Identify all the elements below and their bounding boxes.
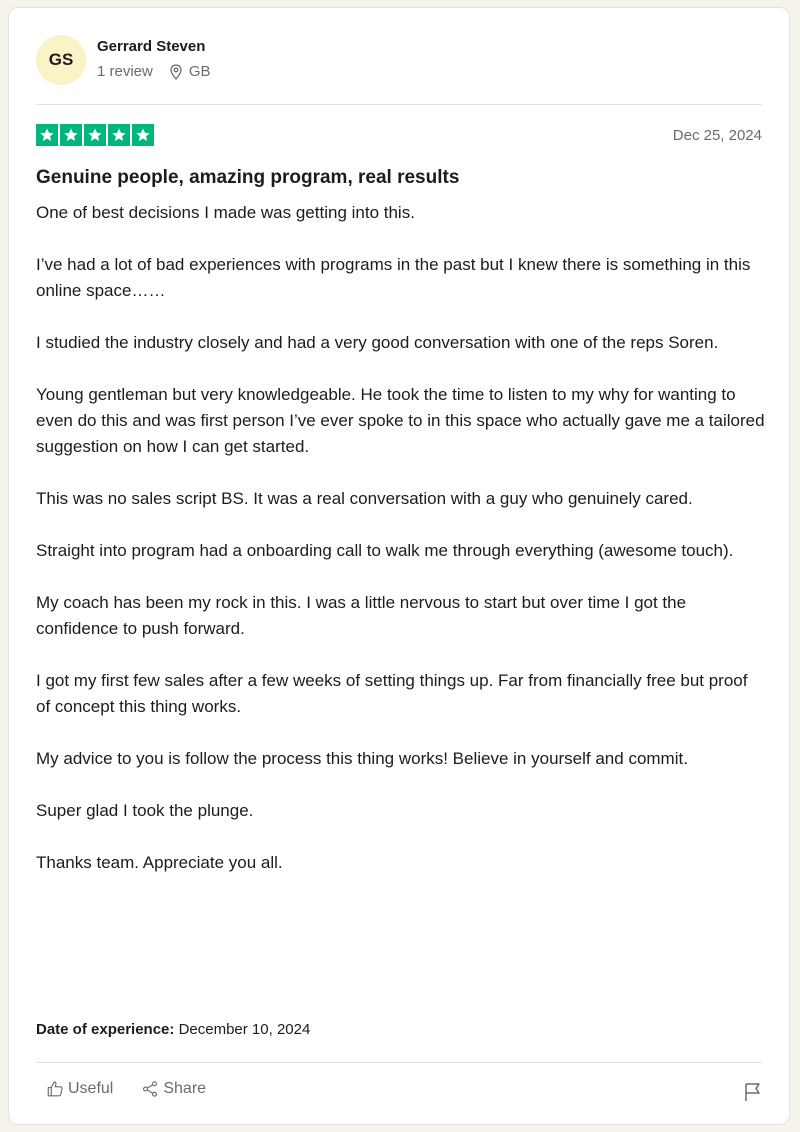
share-icon — [141, 1080, 159, 1098]
avatar-initials: GS — [48, 50, 74, 69]
star-icon — [108, 124, 130, 146]
share-button[interactable] — [141, 1080, 206, 1098]
review-paragraph: My coach has been my rock in this. I was a little nervous to start but over time I got the confidence to push forward. — [36, 593, 687, 638]
star-icon — [60, 124, 82, 146]
review-card — [8, 7, 790, 1125]
review-paragraph: Thanks team. Appreciate you all. — [36, 853, 283, 872]
star-icon — [132, 124, 154, 146]
avatar[interactable] — [36, 35, 86, 85]
review-paragraph: My advice to you is follow the process this thing works! Believe in yourself and commit. — [36, 749, 688, 768]
reviewer-country: GB — [188, 63, 211, 80]
review-actions — [46, 1080, 234, 1098]
date-of-experience — [36, 1021, 310, 1038]
star-rating — [36, 124, 154, 146]
review-paragraph: I got my first few sales after a few weeks of setting things up. Far from financially free but proof of concept this thing works. — [36, 671, 748, 716]
review-title[interactable]: Genuine people, amazing program, real results — [36, 167, 460, 188]
footer-divider — [36, 1062, 762, 1063]
flag-icon — [744, 1082, 762, 1102]
star-icon — [84, 124, 106, 146]
share-label: Share — [163, 1080, 207, 1097]
review-count: 1 review — [97, 63, 153, 80]
review-paragraph: Young gentleman but very knowledgeable. He took the time to listen to my why for wanting to even do this and was first person I’ve ever spoke to in this space who actually gave me a tailored suggestion on how I can get started. — [36, 385, 765, 456]
review-paragraph: I studied the industry closely and had a very good conversation with one of the reps Soren. — [36, 333, 719, 352]
experience-label: Date of experience: — [36, 1021, 175, 1038]
star-icon — [36, 124, 58, 146]
reviewer-name[interactable]: Gerrard Steven — [97, 38, 206, 55]
review-paragraph: I’ve had a lot of bad experiences with programs in the past but I knew there is something in this online space…… — [36, 255, 751, 300]
review-paragraph: Super glad I took the plunge. — [36, 801, 254, 820]
review-body — [36, 200, 766, 902]
review-paragraph: One of best decisions I made was getting into this. — [36, 203, 415, 222]
thumbs-up-icon — [46, 1080, 64, 1098]
useful-label: Useful — [68, 1080, 114, 1097]
review-paragraph: This was no sales script BS. It was a real conversation with a guy who genuinely cared. — [36, 489, 693, 508]
location-pin-icon — [169, 64, 183, 80]
useful-button[interactable] — [46, 1080, 113, 1098]
experience-date: December 10, 2024 — [178, 1021, 311, 1038]
reviewer-meta — [97, 63, 211, 80]
report-button[interactable] — [744, 1082, 762, 1107]
review-date: Dec 25, 2024 — [672, 127, 762, 144]
review-paragraph: Straight into program had a onboarding call to walk me through everything (awesome touch). — [36, 541, 734, 560]
header-divider — [36, 104, 762, 105]
